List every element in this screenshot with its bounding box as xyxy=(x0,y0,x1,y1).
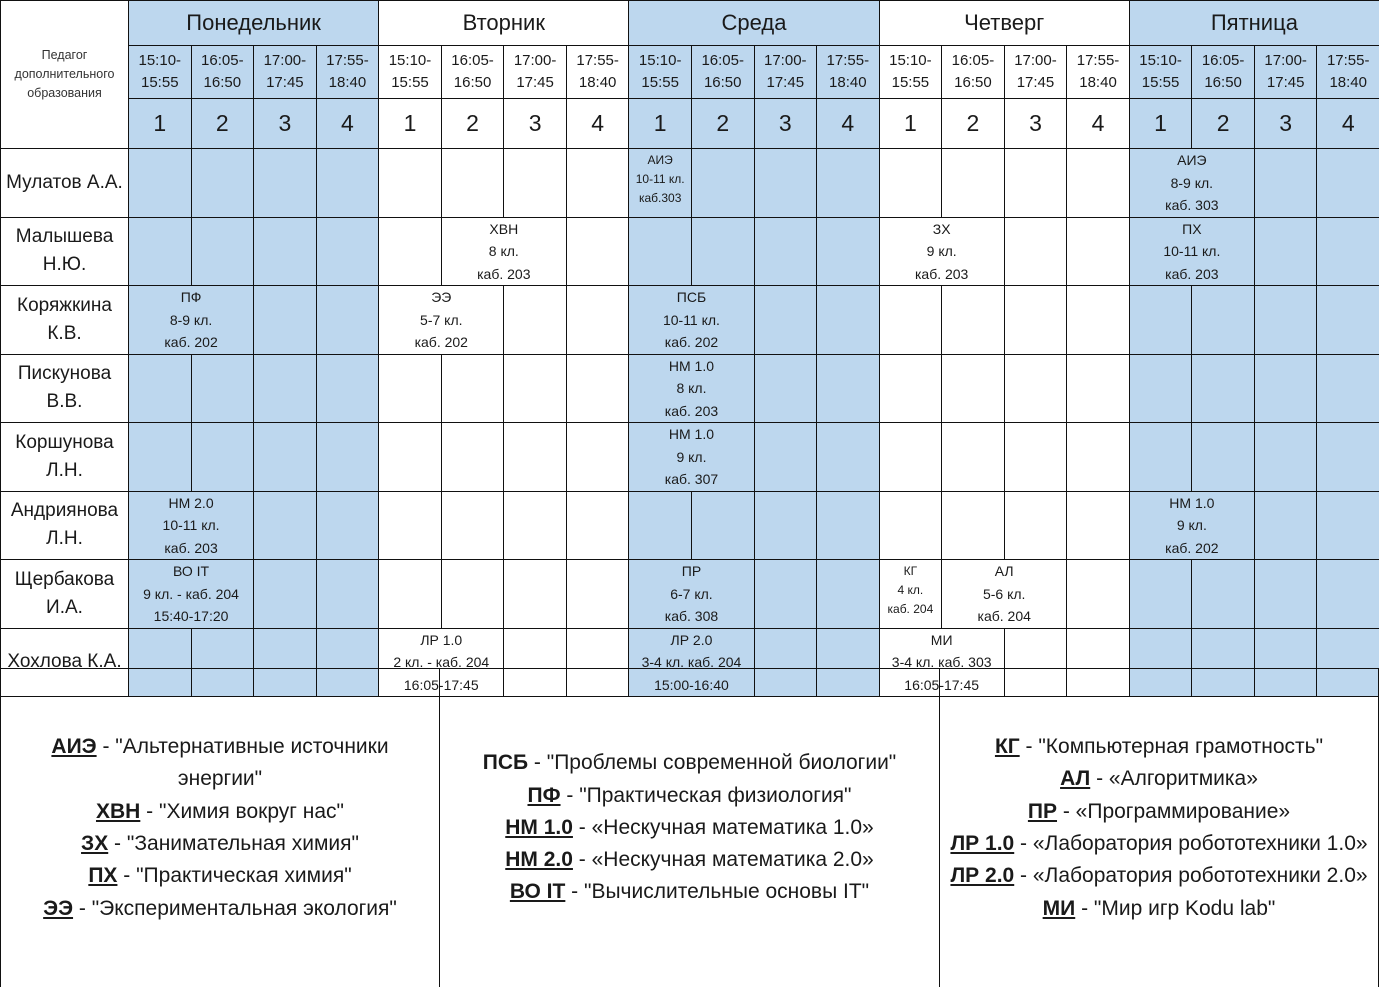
legend-item xyxy=(510,876,869,908)
legend-description: - "Химия вокруг нас" xyxy=(140,799,345,823)
class-cell: НМ 1.0 8 кл. каб. 203 xyxy=(629,354,754,423)
teacher-column-header: Педагог дополнительного образования xyxy=(1,1,129,149)
time-slot: 17:55- 18:40 xyxy=(316,46,379,99)
empty-cell xyxy=(817,149,880,218)
empty-cell xyxy=(1317,149,1379,218)
legend-item xyxy=(1043,893,1276,925)
time-slot: 17:00- 17:45 xyxy=(254,46,317,99)
class-cell: НМ 1.0 9 кл. каб. 307 xyxy=(629,423,754,492)
slot-number: 2 xyxy=(1192,99,1255,149)
legend-description: - «Программирование» xyxy=(1057,799,1291,823)
day-header: Пятница xyxy=(1129,1,1379,46)
empty-cell xyxy=(379,149,442,218)
legend-abbreviation: ЛР 1.0 xyxy=(950,832,1015,855)
empty-cell xyxy=(191,423,254,492)
empty-cell xyxy=(691,491,754,560)
empty-cell xyxy=(754,354,817,423)
time-slot: 17:00- 17:45 xyxy=(754,46,817,99)
legend-item xyxy=(43,893,397,925)
day-header: Четверг xyxy=(879,1,1129,46)
day-header: Вторник xyxy=(379,1,629,46)
slot-number: 1 xyxy=(629,99,692,149)
empty-cell xyxy=(1317,423,1379,492)
empty-cell xyxy=(254,491,317,560)
empty-cell xyxy=(191,217,254,286)
legend-item xyxy=(528,780,852,812)
legend-description: - «Лаборатория робототехники 1.0» xyxy=(1014,832,1368,855)
class-cell: ПФ 8-9 кл. каб. 202 xyxy=(129,286,254,355)
empty-cell xyxy=(1254,217,1317,286)
empty-cell xyxy=(754,560,817,629)
empty-cell xyxy=(441,560,504,629)
legend-item xyxy=(505,844,873,876)
slot-number: 3 xyxy=(1004,99,1067,149)
legend-description: - "Альтернативные источники энергии" xyxy=(96,735,389,791)
empty-cell xyxy=(1129,286,1192,355)
empty-cell xyxy=(1317,354,1379,423)
class-cell: ЛР 1.0 2 кл. - каб. 204 16:05-17:45 xyxy=(379,628,504,697)
legend-item xyxy=(96,796,344,828)
empty-cell xyxy=(566,423,629,492)
time-slot-row xyxy=(1,46,1379,99)
empty-cell xyxy=(879,149,942,218)
legend-description: - "Практическая физиология" xyxy=(560,783,852,807)
legend-abbreviation: ЛР 2.0 xyxy=(950,864,1015,888)
empty-cell xyxy=(691,149,754,218)
legend-abbreviation: НМ 1.0 xyxy=(505,815,573,839)
legend-item xyxy=(483,747,897,779)
legend-column-3 xyxy=(940,669,1379,987)
empty-cell xyxy=(316,217,379,286)
legend-abbreviation: ЗХ xyxy=(81,832,109,855)
empty-cell xyxy=(1004,491,1067,560)
legend-abbreviation: КГ xyxy=(994,735,1020,759)
empty-cell xyxy=(754,423,817,492)
empty-cell xyxy=(754,149,817,218)
slot-number: 3 xyxy=(504,99,567,149)
empty-cell xyxy=(254,286,317,355)
legend-item xyxy=(88,860,351,892)
time-slot: 16:05- 16:50 xyxy=(691,46,754,99)
empty-cell xyxy=(879,491,942,560)
empty-cell xyxy=(129,423,192,492)
teacher-name: Андриянова Л.Н. xyxy=(1,491,129,560)
empty-cell xyxy=(817,354,880,423)
slot-number: 2 xyxy=(942,99,1005,149)
class-cell: ПР 6-7 кл. каб. 308 xyxy=(629,560,754,629)
slot-number: 3 xyxy=(1254,99,1317,149)
empty-cell xyxy=(1317,560,1379,629)
legend-abbreviation: ПР xyxy=(1027,799,1058,823)
class-cell: АЛ 5-6 кл. каб. 204 xyxy=(942,560,1067,629)
legend-abbreviation: НМ 2.0 xyxy=(505,848,573,872)
empty-cell xyxy=(1004,149,1067,218)
teacher-row xyxy=(1,217,1379,286)
empty-cell xyxy=(942,149,1005,218)
time-slot: 15:10- 15:55 xyxy=(629,46,692,99)
empty-cell xyxy=(1254,423,1317,492)
empty-cell xyxy=(441,491,504,560)
legend xyxy=(0,668,1379,987)
legend-abbreviation: ВО IT xyxy=(509,880,566,904)
teacher-name: Малышева Н.Ю. xyxy=(1,217,129,286)
legend-item xyxy=(950,828,1367,860)
legend-description: - "Компьютерная грамотность" xyxy=(1019,735,1324,759)
legend-description: - «Нескучная математика 2.0» xyxy=(572,848,874,872)
empty-cell xyxy=(1254,286,1317,355)
empty-cell xyxy=(441,423,504,492)
slot-number: 1 xyxy=(379,99,442,149)
empty-cell xyxy=(254,354,317,423)
empty-cell xyxy=(566,217,629,286)
teacher-row xyxy=(1,560,1379,629)
empty-cell xyxy=(1192,423,1255,492)
class-cell: ЗХ 9 кл. каб. 203 xyxy=(879,217,1004,286)
legend-description: - "Практическая химия" xyxy=(117,864,352,888)
time-slot: 16:05- 16:50 xyxy=(191,46,254,99)
legend-abbreviation: ПХ xyxy=(88,864,118,888)
time-slot: 15:10- 15:55 xyxy=(379,46,442,99)
empty-cell xyxy=(504,149,567,218)
slot-number: 1 xyxy=(129,99,192,149)
empty-cell xyxy=(379,217,442,286)
class-cell: КГ 4 кл. каб. 204 xyxy=(879,560,942,629)
empty-cell xyxy=(316,560,379,629)
slot-number: 2 xyxy=(191,99,254,149)
time-slot: 17:00- 17:45 xyxy=(504,46,567,99)
empty-cell xyxy=(817,217,880,286)
class-cell: ЛР 2.0 3-4 кл. каб. 204 15:00-16:40 xyxy=(629,628,754,697)
teacher-name: Хохлова К.А. xyxy=(1,628,129,697)
empty-cell xyxy=(942,423,1005,492)
legend-abbreviation: ПСБ xyxy=(482,751,529,775)
legend-column-2 xyxy=(440,669,940,987)
empty-cell xyxy=(504,560,567,629)
class-cell: НМ 2.0 10-11 кл. каб. 203 xyxy=(129,491,254,560)
slot-number: 1 xyxy=(1129,99,1192,149)
time-slot: 15:10- 15:55 xyxy=(1129,46,1192,99)
empty-cell xyxy=(1317,217,1379,286)
time-slot: 16:05- 16:50 xyxy=(1192,46,1255,99)
empty-cell xyxy=(1004,286,1067,355)
slot-number: 4 xyxy=(566,99,629,149)
slot-number: 2 xyxy=(691,99,754,149)
empty-cell xyxy=(629,217,692,286)
time-slot: 17:00- 17:45 xyxy=(1254,46,1317,99)
legend-abbreviation: МИ xyxy=(1042,896,1076,920)
empty-cell xyxy=(942,354,1005,423)
legend-item xyxy=(81,828,359,860)
empty-cell xyxy=(441,354,504,423)
legend-abbreviation: ПФ xyxy=(527,783,561,807)
slot-number-row xyxy=(1,99,1379,149)
teacher-row xyxy=(1,286,1379,355)
empty-cell xyxy=(316,149,379,218)
class-cell: ВО IT 9 кл. - каб. 204 15:40-17:20 xyxy=(129,560,254,629)
empty-cell xyxy=(316,286,379,355)
slot-number: 3 xyxy=(254,99,317,149)
teacher-row xyxy=(1,354,1379,423)
day-header: Понедельник xyxy=(129,1,379,46)
teacher-name: Мулатов А.А. xyxy=(1,149,129,218)
legend-abbreviation: АИЭ xyxy=(51,735,97,759)
legend-description: - «Алгоритмика» xyxy=(1090,767,1258,791)
teacher-name: Коряжкина К.В. xyxy=(1,286,129,355)
slot-number: 4 xyxy=(1317,99,1379,149)
empty-cell xyxy=(1067,286,1130,355)
time-slot: 17:55- 18:40 xyxy=(1067,46,1130,99)
empty-cell xyxy=(1254,149,1317,218)
time-slot: 17:55- 18:40 xyxy=(1317,46,1379,99)
empty-cell xyxy=(817,286,880,355)
empty-cell xyxy=(1067,491,1130,560)
empty-cell xyxy=(566,354,629,423)
slot-number: 2 xyxy=(441,99,504,149)
class-cell: ЭЭ 5-7 кл. каб. 202 xyxy=(379,286,504,355)
empty-cell xyxy=(817,423,880,492)
class-cell: ХВН 8 кл. каб. 203 xyxy=(441,217,566,286)
empty-cell xyxy=(379,354,442,423)
empty-cell xyxy=(1004,354,1067,423)
legend-abbreviation: ХВН xyxy=(95,799,141,823)
class-cell: АИЭ 8-9 кл. каб. 303 xyxy=(1129,149,1254,218)
teacher-name: Щербакова И.А. xyxy=(1,560,129,629)
empty-cell xyxy=(1254,560,1317,629)
slot-number: 3 xyxy=(754,99,817,149)
teacher-row xyxy=(1,491,1379,560)
empty-cell xyxy=(942,286,1005,355)
class-cell: МИ 3-4 кл. каб. 303 16:05-17:45 xyxy=(879,628,1004,697)
empty-cell xyxy=(316,491,379,560)
time-slot: 16:05- 16:50 xyxy=(441,46,504,99)
legend-item xyxy=(1028,796,1290,828)
empty-cell xyxy=(191,149,254,218)
empty-cell xyxy=(316,423,379,492)
legend-description: - "Экспериментальная экология" xyxy=(73,896,397,920)
time-slot: 15:10- 15:55 xyxy=(129,46,192,99)
class-cell: НМ 1.0 9 кл. каб. 202 xyxy=(1129,491,1254,560)
empty-cell xyxy=(1004,217,1067,286)
slot-number: 4 xyxy=(817,99,880,149)
empty-cell xyxy=(1067,354,1130,423)
empty-cell xyxy=(817,560,880,629)
empty-cell xyxy=(629,491,692,560)
slot-number: 4 xyxy=(1067,99,1130,149)
empty-cell xyxy=(129,354,192,423)
empty-cell xyxy=(754,491,817,560)
empty-cell xyxy=(1067,149,1130,218)
empty-cell xyxy=(566,491,629,560)
empty-cell xyxy=(316,354,379,423)
empty-cell xyxy=(879,423,942,492)
time-slot: 16:05- 16:50 xyxy=(942,46,1005,99)
empty-cell xyxy=(879,286,942,355)
empty-cell xyxy=(1129,423,1192,492)
empty-cell xyxy=(1067,217,1130,286)
legend-description: - "Проблемы современной биологии" xyxy=(528,751,897,775)
legend-description: - "Вычислительные основы IT" xyxy=(565,880,870,904)
empty-cell xyxy=(191,354,254,423)
empty-cell xyxy=(1192,354,1255,423)
class-cell: ПХ 10-11 кл. каб. 203 xyxy=(1129,217,1254,286)
empty-cell xyxy=(254,423,317,492)
legend-item xyxy=(505,812,873,844)
empty-cell xyxy=(1067,560,1130,629)
empty-cell xyxy=(566,149,629,218)
empty-cell xyxy=(691,217,754,286)
time-slot: 17:00- 17:45 xyxy=(1004,46,1067,99)
empty-cell xyxy=(1129,560,1192,629)
legend-abbreviation: ЭЭ xyxy=(43,896,74,920)
empty-cell xyxy=(754,286,817,355)
time-slot: 17:55- 18:40 xyxy=(566,46,629,99)
legend-item xyxy=(9,731,431,796)
empty-cell xyxy=(1192,560,1255,629)
empty-cell xyxy=(1192,286,1255,355)
class-cell: ПСБ 10-11 кл. каб. 202 xyxy=(629,286,754,355)
empty-cell xyxy=(504,354,567,423)
time-slot: 17:55- 18:40 xyxy=(817,46,880,99)
empty-cell xyxy=(754,217,817,286)
legend-item xyxy=(995,731,1323,763)
legend-description: - "Мир игр Kodu lab" xyxy=(1075,896,1276,920)
day-header: Среда xyxy=(629,1,879,46)
legend-column-1 xyxy=(0,669,440,987)
empty-cell xyxy=(879,354,942,423)
empty-cell xyxy=(1254,491,1317,560)
empty-cell xyxy=(504,491,567,560)
legend-description: - «Лаборатория робототехники 2.0» xyxy=(1014,864,1368,888)
empty-cell xyxy=(441,149,504,218)
empty-cell xyxy=(817,491,880,560)
empty-cell xyxy=(379,560,442,629)
empty-cell xyxy=(254,217,317,286)
empty-cell xyxy=(1317,491,1379,560)
empty-cell xyxy=(379,423,442,492)
empty-cell xyxy=(129,149,192,218)
empty-cell xyxy=(129,217,192,286)
time-slot: 15:10- 15:55 xyxy=(879,46,942,99)
empty-cell xyxy=(1129,354,1192,423)
empty-cell xyxy=(1004,423,1067,492)
empty-cell xyxy=(1067,423,1130,492)
empty-cell xyxy=(1254,354,1317,423)
teacher-name: Пискунова В.В. xyxy=(1,354,129,423)
slot-number: 1 xyxy=(879,99,942,149)
empty-cell xyxy=(566,286,629,355)
empty-cell xyxy=(379,491,442,560)
teacher-name: Коршунова Л.Н. xyxy=(1,423,129,492)
teacher-row xyxy=(1,149,1379,218)
empty-cell xyxy=(254,149,317,218)
class-cell: АИЭ 10-11 кл. каб.303 xyxy=(629,149,692,218)
empty-cell xyxy=(566,560,629,629)
day-header-row xyxy=(1,1,1379,46)
empty-cell xyxy=(254,560,317,629)
legend-item xyxy=(1060,763,1258,795)
empty-cell xyxy=(504,286,567,355)
legend-abbreviation: АЛ xyxy=(1060,767,1091,791)
empty-cell xyxy=(504,423,567,492)
empty-cell xyxy=(942,491,1005,560)
legend-item xyxy=(950,860,1367,892)
slot-number: 4 xyxy=(316,99,379,149)
legend-description: - "Занимательная химия" xyxy=(108,832,359,855)
empty-cell xyxy=(1317,286,1379,355)
teacher-row xyxy=(1,423,1379,492)
legend-description: - «Нескучная математика 1.0» xyxy=(572,815,874,839)
